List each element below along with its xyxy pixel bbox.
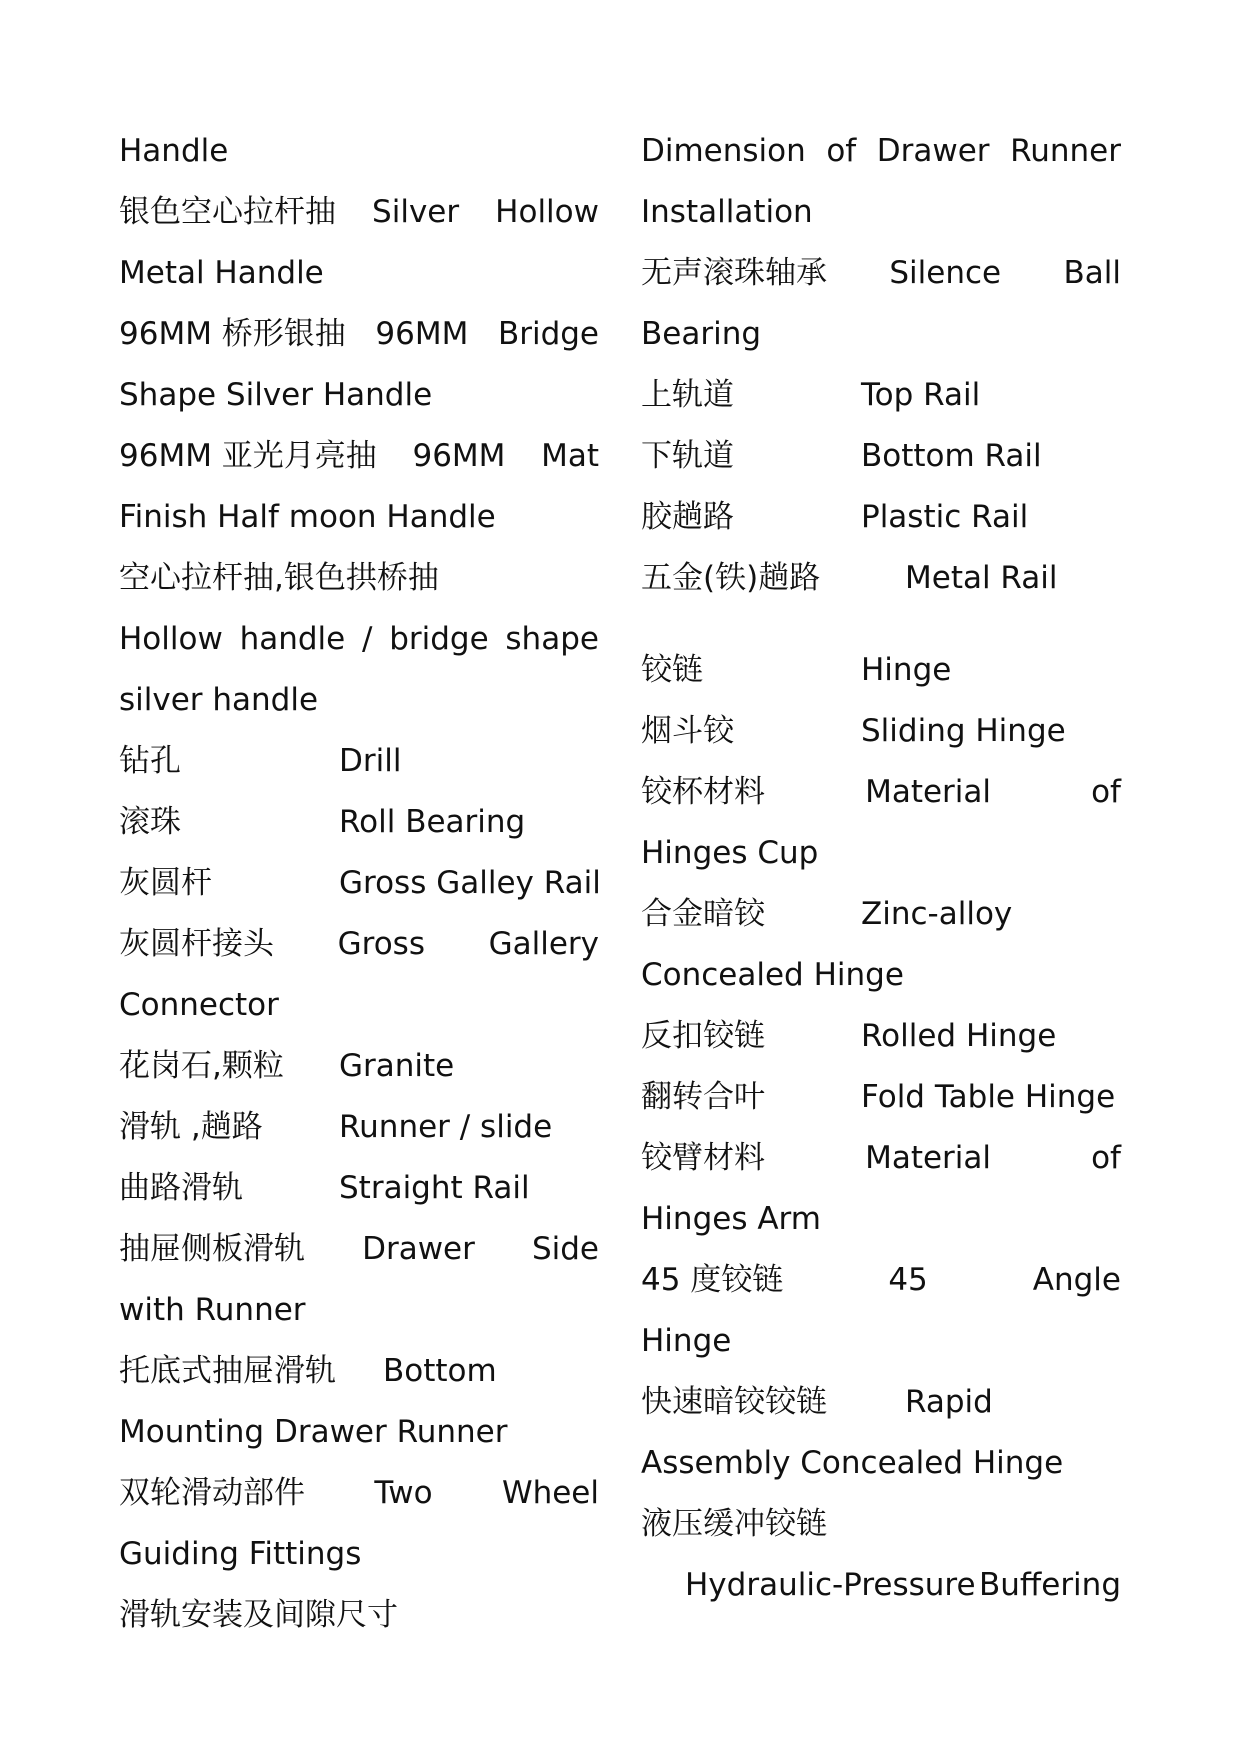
justified-line bbox=[641, 770, 1121, 831]
word: Gallery bbox=[488, 926, 599, 962]
term-chinese: 胶趟路 bbox=[641, 499, 734, 535]
word: Ball bbox=[1063, 255, 1121, 291]
text-line: Installation bbox=[641, 194, 813, 230]
term-english: Zinc-alloy bbox=[861, 896, 1013, 932]
term-english: Roll Bearing bbox=[339, 804, 526, 840]
term-chinese: 曲路滑轨 bbox=[119, 1170, 243, 1206]
left-column bbox=[119, 129, 599, 1654]
term-english: Fold Table Hinge bbox=[861, 1079, 1116, 1115]
word: 银色空心拉杆抽 bbox=[119, 194, 336, 230]
term-english: Hinge bbox=[861, 652, 952, 688]
justified-line bbox=[641, 1563, 1121, 1624]
term-english: Straight Rail bbox=[339, 1170, 530, 1206]
justified-line bbox=[119, 1471, 599, 1532]
paragraph-gap bbox=[641, 617, 1121, 648]
term-chinese: 反扣铰链 bbox=[641, 1018, 765, 1054]
justified-line bbox=[641, 1136, 1121, 1197]
word: Gross bbox=[337, 926, 425, 962]
word: handle bbox=[239, 621, 346, 657]
term-chinese: 滑轨 ,趟路 bbox=[119, 1109, 263, 1145]
word: of bbox=[1091, 1140, 1121, 1176]
term-chinese: 托底式抽屉滑轨 bbox=[119, 1353, 336, 1389]
text-line: 滑轨安装及间隙尺寸 bbox=[119, 1597, 398, 1633]
word: Drawer bbox=[876, 133, 990, 169]
word: 双轮滑动部件 bbox=[119, 1475, 305, 1511]
term-chinese: 合金暗铰 bbox=[641, 896, 765, 932]
term-english: Rapid bbox=[905, 1384, 993, 1420]
justified-line bbox=[119, 312, 599, 373]
word: shape bbox=[505, 621, 599, 657]
text-line: Hinges Arm bbox=[641, 1201, 821, 1237]
term-chinese: 烟斗铰 bbox=[641, 713, 734, 749]
glossary-entry bbox=[641, 648, 1121, 709]
justified-line bbox=[641, 129, 1121, 190]
glossary-entry bbox=[641, 434, 1121, 495]
text-line: Metal Handle bbox=[119, 255, 324, 291]
word: Runner bbox=[1010, 133, 1121, 169]
glossary-entry bbox=[641, 1014, 1121, 1075]
justified-line bbox=[119, 434, 599, 495]
word: / bbox=[361, 621, 373, 657]
justified-line bbox=[119, 190, 599, 251]
word: 96MM 桥形银抽 bbox=[119, 316, 346, 352]
justified-line bbox=[641, 1258, 1121, 1319]
right-column bbox=[641, 129, 1121, 1624]
term-chinese: 五金(铁)趟路 bbox=[641, 560, 821, 596]
text-line: Shape Silver Handle bbox=[119, 377, 433, 413]
glossary-entry bbox=[641, 1075, 1121, 1136]
glossary-entry bbox=[119, 1349, 599, 1410]
term-english: Plastic Rail bbox=[861, 499, 1029, 535]
word: Silver bbox=[372, 194, 460, 230]
text-line: Finish Half moon Handle bbox=[119, 499, 496, 535]
term-chinese: 翻转合叶 bbox=[641, 1079, 765, 1115]
term-english: Gross Galley Rail bbox=[339, 865, 601, 901]
text-line: Bearing bbox=[641, 316, 762, 352]
text-line: Connector bbox=[119, 987, 279, 1023]
glossary-entry bbox=[119, 1105, 599, 1166]
word: Hollow bbox=[119, 621, 223, 657]
word: 96MM bbox=[375, 316, 469, 352]
glossary-entry bbox=[119, 1166, 599, 1227]
word: Wheel bbox=[501, 1475, 599, 1511]
glossary-entry bbox=[119, 1044, 599, 1105]
word: 灰圆杆接头 bbox=[119, 926, 274, 962]
word: Bridge bbox=[497, 316, 599, 352]
glossary-entry bbox=[641, 495, 1121, 556]
text-line: 空心拉杆抽,银色拱桥抽 bbox=[119, 560, 439, 596]
word: Two bbox=[374, 1475, 433, 1511]
glossary-entry bbox=[119, 861, 599, 922]
text-line: 液压缓冲铰链 bbox=[641, 1506, 827, 1542]
word: of bbox=[1091, 774, 1121, 810]
text-line: Handle bbox=[119, 133, 229, 169]
word: Material bbox=[865, 1140, 992, 1176]
term-english: Metal Rail bbox=[905, 560, 1058, 596]
glossary-entry bbox=[641, 373, 1121, 434]
text-line: silver handle bbox=[119, 682, 319, 718]
word: Side bbox=[531, 1231, 599, 1267]
term-chinese: 下轨道 bbox=[641, 438, 734, 474]
glossary-entry bbox=[119, 739, 599, 800]
text-line: with Runner bbox=[119, 1292, 306, 1328]
word: 铰杯材料 bbox=[641, 774, 765, 810]
justified-line bbox=[119, 1227, 599, 1288]
text-line: Hinge bbox=[641, 1323, 732, 1359]
text-line: Mounting Drawer Runner bbox=[119, 1414, 508, 1450]
glossary-entry bbox=[119, 800, 599, 861]
term-english: Bottom Rail bbox=[861, 438, 1042, 474]
text-line: Guiding Fittings bbox=[119, 1536, 362, 1572]
word: Mat bbox=[541, 438, 599, 474]
word: 45 度铰链 bbox=[641, 1262, 784, 1298]
word: Silence bbox=[889, 255, 1002, 291]
term-chinese: 快速暗铰铰链 bbox=[641, 1384, 827, 1420]
word: 96MM bbox=[412, 438, 506, 474]
word: Buffering bbox=[978, 1567, 1121, 1603]
glossary-entry bbox=[641, 556, 1121, 617]
term-english: Bottom bbox=[383, 1353, 497, 1389]
justified-line bbox=[119, 617, 599, 678]
word: 45 bbox=[888, 1262, 928, 1298]
word: Drawer bbox=[362, 1231, 475, 1267]
term-english: Runner / slide bbox=[339, 1109, 553, 1145]
text-line: Hinges Cup bbox=[641, 835, 819, 871]
term-chinese: 灰圆杆 bbox=[119, 865, 212, 901]
justified-line bbox=[641, 251, 1121, 312]
glossary-entry bbox=[641, 709, 1121, 770]
word: 96MM 亚光月亮抽 bbox=[119, 438, 377, 474]
term-chinese: 滚珠 bbox=[119, 804, 181, 840]
glossary-entry bbox=[641, 1380, 1121, 1441]
word: Material bbox=[865, 774, 992, 810]
glossary-entry bbox=[641, 892, 1121, 953]
justified-line bbox=[119, 922, 599, 983]
word: Hydraulic-Pressure bbox=[685, 1567, 976, 1603]
text-line: Assembly Concealed Hinge bbox=[641, 1445, 1064, 1481]
term-english: Rolled Hinge bbox=[861, 1018, 1057, 1054]
word: Dimension bbox=[641, 133, 806, 169]
term-chinese: 上轨道 bbox=[641, 377, 734, 413]
word: Hollow bbox=[495, 194, 599, 230]
word: Angle bbox=[1032, 1262, 1121, 1298]
word: of bbox=[826, 133, 857, 169]
term-chinese: 花岗石,颗粒 bbox=[119, 1048, 284, 1084]
term-english: Top Rail bbox=[861, 377, 981, 413]
term-english: Granite bbox=[339, 1048, 455, 1084]
word: 抽屉侧板滑轨 bbox=[119, 1231, 305, 1267]
term-english: Sliding Hinge bbox=[861, 713, 1066, 749]
word: 铰臂材料 bbox=[641, 1140, 765, 1176]
word: bridge bbox=[389, 621, 489, 657]
term-english: Drill bbox=[339, 743, 402, 779]
word: 无声滚珠轴承 bbox=[641, 255, 827, 291]
text-line: Concealed Hinge bbox=[641, 957, 904, 993]
term-chinese: 铰链 bbox=[641, 652, 703, 688]
term-chinese: 钻孔 bbox=[119, 743, 181, 779]
